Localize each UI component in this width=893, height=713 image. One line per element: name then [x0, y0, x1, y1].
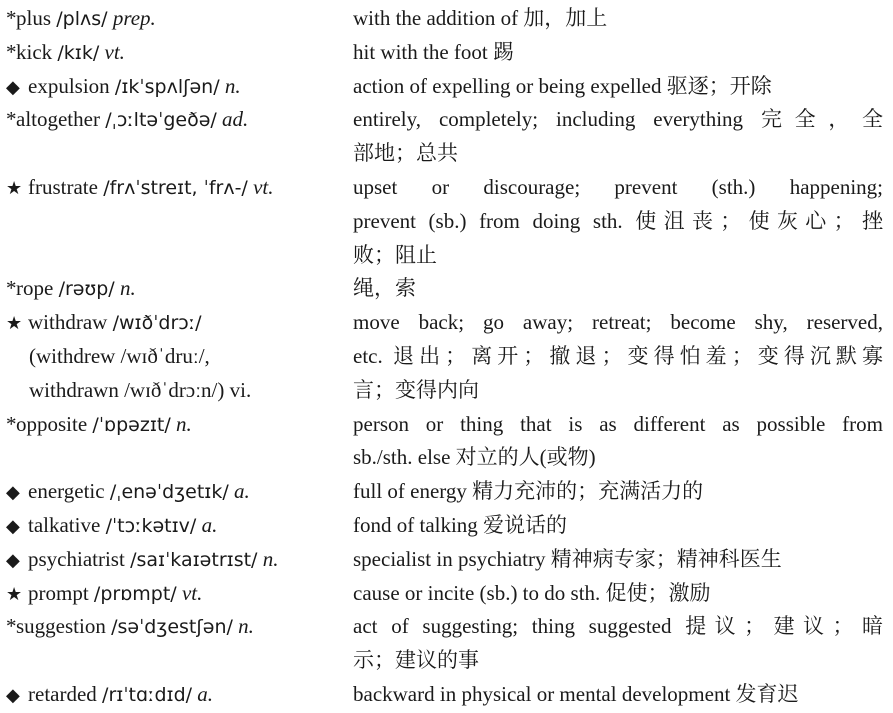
definition: 示；建议的事	[353, 648, 479, 673]
definition: etc. 退出；离开；撤退；变得怕羞；变得沉默寡	[353, 343, 883, 368]
diamond-icon: ◆	[6, 515, 20, 537]
definition: act of suggesting; thing suggested 提议；建议；暗	[353, 614, 883, 639]
phonetic: /rəʊp/	[58, 278, 115, 301]
phonetic: /wɪðˈdrɔː/	[112, 312, 202, 335]
diamond-icon: ◆	[6, 549, 20, 571]
phonetic: /ˌɔːltəˈgeðə/	[105, 109, 217, 132]
asterisk-marker: *	[6, 39, 17, 64]
definition: cause or incite (sb.) to do sth. 促使；激励	[353, 580, 711, 605]
phonetic: /ɪkˈspʌlʃən/	[114, 75, 220, 98]
list-item	[0, 306, 893, 407]
phonetic: /kɪk/	[57, 41, 100, 64]
list-item	[0, 408, 893, 476]
definition: entirely, completely; including everything 完全，全	[353, 107, 883, 132]
part-of-speech: n.	[238, 614, 254, 639]
asterisk-marker: *	[6, 614, 17, 639]
list-item	[0, 36, 893, 70]
headword: opposite	[16, 411, 88, 436]
headword: withdraw	[28, 310, 108, 335]
definition: with the addition of 加，加上	[353, 6, 608, 30]
part-of-speech: vt.	[181, 580, 203, 605]
asterisk-marker: *	[6, 411, 17, 436]
list-item	[0, 103, 893, 171]
verb-forms: (withdrew /wɪðˈdruː/,	[29, 343, 210, 368]
definition: 绳，索	[353, 276, 416, 301]
definition: specialist in psychiatry 精神病专家；精神科医生	[353, 546, 782, 571]
phonetic: /ˈɒpəzɪt/	[92, 413, 171, 436]
diamond-icon: ◆	[6, 684, 20, 706]
part-of-speech: a.	[234, 479, 250, 504]
asterisk-marker: *	[6, 276, 17, 301]
definition: prevent (sb.) from doing sth. 使沮丧；使灰心；挫	[353, 208, 883, 233]
headword: talkative	[28, 512, 101, 537]
phonetic: /saɪˈkaɪətrɪst/	[130, 548, 258, 571]
definition: person or thing that is as different as possible from	[353, 411, 883, 436]
list-item	[0, 678, 893, 712]
headword: retarded	[28, 681, 97, 706]
definition: 部地；总共	[353, 141, 458, 166]
definition: action of expelling or being expelled 驱逐；开除	[353, 73, 772, 98]
list-item	[0, 509, 893, 543]
headword: kick	[16, 39, 53, 64]
asterisk-marker: *	[6, 107, 17, 132]
part-of-speech: vt.	[253, 174, 274, 199]
phonetic: /səˈdʒestʃən/	[111, 616, 233, 639]
part-of-speech: ad.	[222, 107, 249, 132]
list-item	[0, 272, 893, 306]
list-item	[0, 2, 893, 36]
definition: backward in physical or mental development 发育迟	[353, 681, 799, 706]
list-item	[0, 70, 893, 104]
list-item	[0, 171, 893, 272]
list-item	[0, 475, 893, 509]
definition: upset or discourage; prevent (sth.) happening;	[353, 174, 883, 199]
star-icon: ★	[6, 583, 23, 605]
headword: expulsion	[28, 73, 110, 98]
star-icon: ★	[6, 313, 23, 335]
headword: frustrate	[28, 174, 98, 199]
part-of-speech: prep.	[112, 6, 156, 30]
list-item	[0, 610, 893, 678]
phonetic: /prɒmpt/	[93, 582, 177, 605]
definition: hit with the foot 踢	[353, 39, 514, 64]
definition: 言；变得内向	[353, 377, 479, 402]
star-icon: ★	[6, 177, 23, 199]
part-of-speech: n.	[119, 276, 136, 301]
verb-forms: withdrawn /wɪðˈdrɔːn/) vi.	[29, 377, 252, 402]
headword: plus	[16, 6, 52, 30]
diamond-icon: ◆	[6, 482, 20, 504]
phonetic: /frʌˈstreɪt, ˈfrʌ-/	[103, 176, 248, 199]
definition: 败；阻止	[353, 242, 437, 267]
headword: altogether	[16, 107, 100, 132]
phonetic: /ˈtɔːkətɪv/	[105, 514, 197, 537]
diamond-icon: ◆	[6, 76, 20, 98]
headword: energetic	[28, 479, 105, 504]
part-of-speech: vt.	[104, 39, 125, 64]
part-of-speech: n.	[262, 546, 279, 571]
part-of-speech: n.	[176, 411, 192, 436]
phonetic: /plʌs/	[56, 8, 108, 30]
headword: rope	[16, 276, 54, 301]
headword: prompt	[28, 580, 89, 605]
part-of-speech: a.	[201, 512, 218, 537]
headword: psychiatrist	[28, 546, 125, 571]
definition: full of energy 精力充沛的；充满活力的	[353, 479, 704, 504]
definition: sb./sth. else 对立的人(或物)	[353, 445, 596, 470]
phonetic: /ˌenəˈdʒetɪk/	[109, 481, 229, 504]
part-of-speech: n.	[224, 73, 241, 98]
headword: suggestion	[16, 614, 106, 639]
definition: move back; go away; retreat; become shy, reserved,	[353, 310, 883, 335]
definition: fond of talking 爱说话的	[353, 512, 568, 537]
list-item	[0, 577, 893, 611]
asterisk-marker: *	[6, 6, 17, 30]
list-item	[0, 543, 893, 577]
phonetic: /rɪˈtɑːdɪd/	[102, 683, 193, 706]
part-of-speech: a.	[197, 681, 214, 706]
